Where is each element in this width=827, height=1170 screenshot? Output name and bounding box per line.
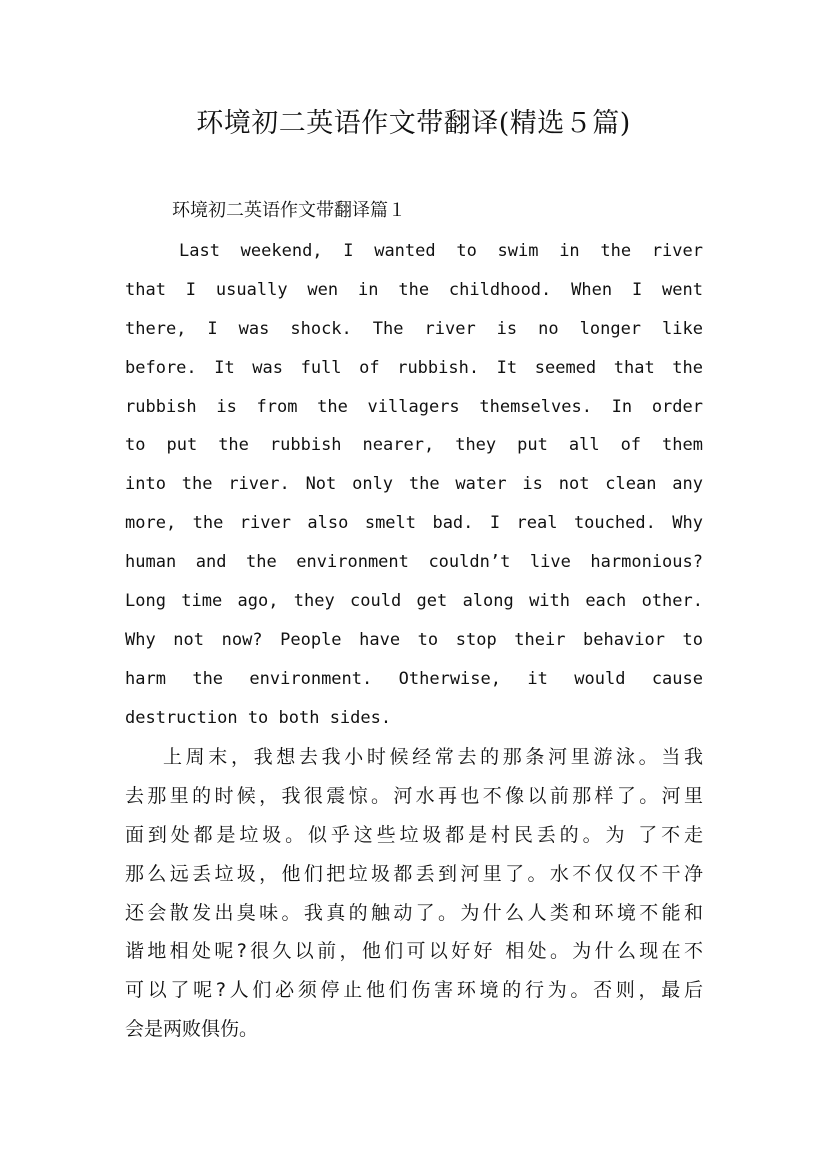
english-line: harm the environment. Otherwise, it would cause <box>125 668 703 689</box>
english-line: more, the river also smelt bad. I real touched. Why <box>125 513 703 534</box>
english-line: there, I was shock. The river is no longer like <box>125 318 703 339</box>
document-title: 环境初二英语作文带翻译(精选５篇) <box>196 108 631 139</box>
english-line: that I usually wen in the childhood. When I went <box>125 279 703 300</box>
chinese-line: 谐地相处呢?很久以前，他们可以好好 相处。为什么现在不 <box>125 940 703 963</box>
chinese-line: 面到处都是垃圾。似乎这些垃圾都是村民丢的。为 了不走 <box>125 823 703 846</box>
chinese-line: 去那里的时候，我很震惊。河水再也不像以前那样了。河里 <box>125 784 703 807</box>
english-line: Last weekend, I wanted to swim in the river <box>179 241 703 261</box>
english-line: Why not now? People have to stop their behavior to <box>125 629 703 650</box>
section-heading: 环境初二英语作文带翻译篇１ <box>172 200 406 221</box>
english-line: destruction to both sides. <box>125 707 392 728</box>
chinese-line: 还会散发出臭味。我真的触动了。为什么人类和环境不能和 <box>125 901 703 924</box>
english-line: human and the environment couldn’t live harmonious? <box>125 552 703 573</box>
english-line: Long time ago, they could get along with each other. <box>125 591 703 612</box>
english-line: into the river. Not only the water is not clean any <box>125 474 703 495</box>
english-line: before. It was full of rubbish. It seemed that the <box>125 357 703 378</box>
chinese-line: 上周末，我想去我小时候经常去的那条河里游泳。当我 <box>163 746 703 768</box>
chinese-line: 可以了呢?人们必须停止他们伤害环境的行为。否则，最后 <box>125 979 703 1002</box>
english-essay <box>125 232 703 738</box>
chinese-line: 那么远丢垃圾，他们把垃圾都丢到河里了。水不仅仅不干净 <box>125 862 703 885</box>
chinese-line: 会是两败俱伤。 <box>125 1018 259 1041</box>
english-line: rubbish is from the villagers themselves. In order <box>125 396 703 417</box>
english-line: to put the rubbish nearer, they put all of them <box>125 435 703 456</box>
chinese-translation <box>125 738 703 1049</box>
